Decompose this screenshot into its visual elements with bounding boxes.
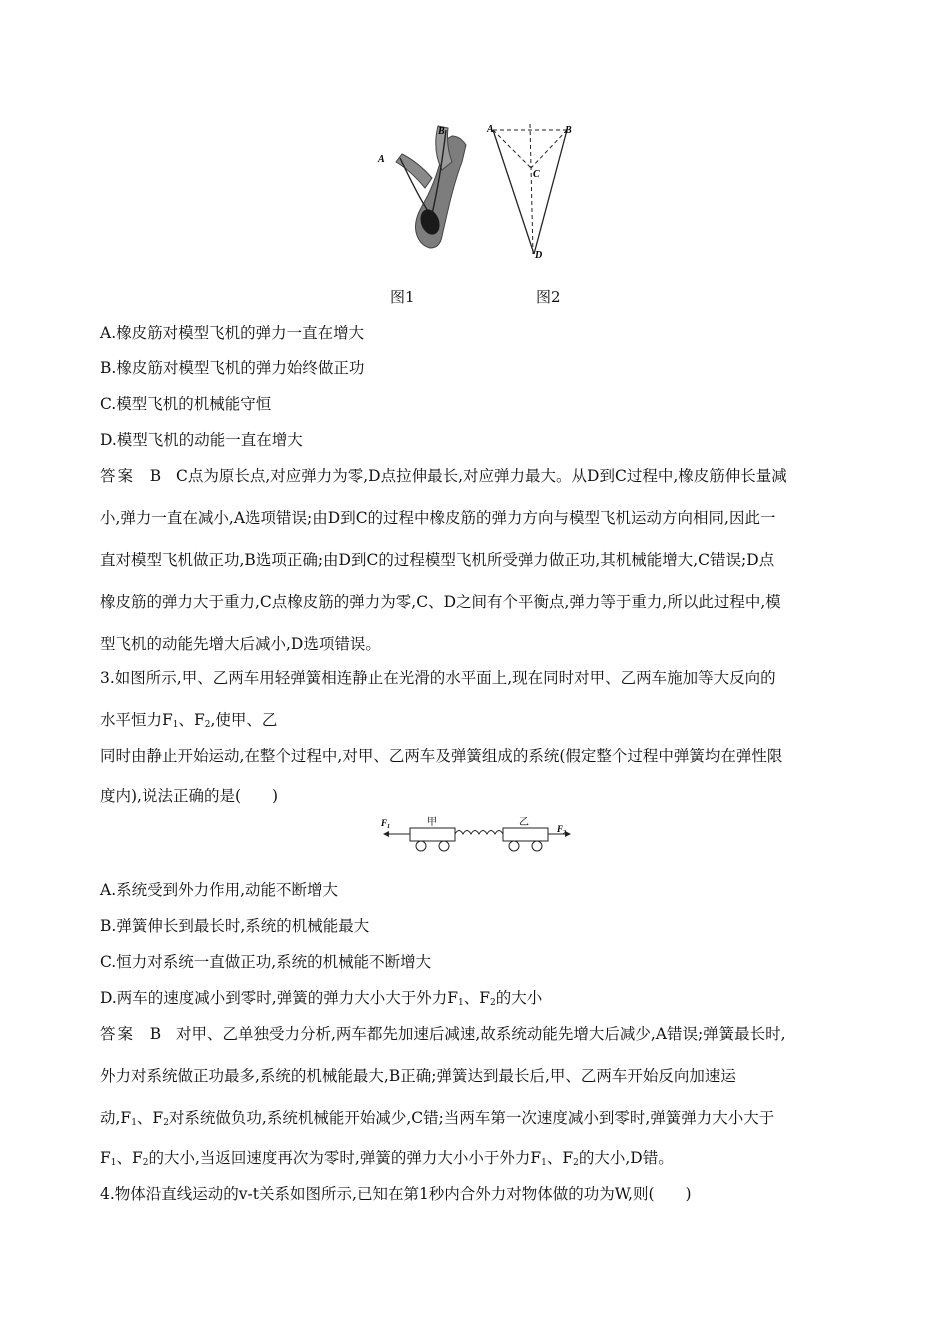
q3-stem-2-text-a: 水平恒力F: [100, 711, 173, 729]
q3-stem-2-sub-1: 1: [172, 720, 179, 730]
q2-option-c: C.模型飞机的机械能守恒: [100, 395, 272, 413]
q2-option-a: A.橡皮筋对模型飞机的弹力一直在增大: [100, 324, 365, 342]
q2-answer-line-3: 直对模型飞机做正功,B选项正确;由D到C的过程模型飞机所受弹力做正功,其机械能增大,C错误;D点: [100, 551, 775, 569]
q2-answer-text-1: C点为原长点,对应弹力为零,D点拉伸最长,对应弹力最大。从D到C过程中,橡皮筋伸长量减: [175, 467, 787, 485]
q3-option-a: A.系统受到外力作用,动能不断增大: [100, 881, 339, 899]
q3-option-d-sub-1: 1: [458, 998, 464, 1008]
q3-answer-choice: B: [149, 1025, 162, 1043]
q3-option-c: C.恒力对系统一直做正功,系统的机械能不断增大: [100, 953, 432, 971]
slingshot-figure: [377, 126, 466, 248]
q3-stem-2-text-e: ,使甲、乙: [210, 711, 278, 729]
q2-answer-choice: B: [149, 467, 162, 485]
fig2-label-a: A: [487, 124, 494, 135]
fig2-label-d: D: [535, 250, 543, 261]
q3-option-d-sub-2: 2: [490, 998, 496, 1008]
q2-answer-line-1: [100, 464, 787, 486]
q3-answer-label: 答案: [100, 1025, 136, 1043]
triangle-diagram: [486, 124, 572, 261]
q3-ans-3-sub-1: 1: [131, 1118, 137, 1128]
q3-stem-2: [100, 708, 277, 730]
q2-option-b: B.橡皮筋对模型飞机的弹力始终做正功: [100, 359, 365, 377]
q2-answer-line-4: 橡皮筋的弹力大于重力,C点橡皮筋的弹力为零,C、D之间有个平衡点,弹力等于重力,所以此过程中,模: [100, 593, 781, 611]
q3-ans-4-i: 的大小,D错。: [578, 1149, 674, 1167]
fig1-label-b: B: [438, 126, 445, 137]
fig2-label-c: C: [533, 169, 540, 180]
cart-f1-label: $F_1$: [381, 818, 391, 830]
fig2-caption: 图2: [536, 288, 561, 306]
cart-yi-label: 乙: [519, 817, 529, 828]
q3-stem-2-sub-2: 2: [204, 720, 211, 730]
q3-ans-3-a: 动,F: [100, 1109, 132, 1127]
q3-ans-4-c: 、F: [116, 1149, 143, 1167]
q3-ans-4-sub-4: 2: [573, 1158, 579, 1168]
q3-answer-line-1: [100, 1022, 786, 1044]
q3-option-d-text-e: 的大小: [495, 989, 543, 1007]
q3-ans-4-g: 、F: [546, 1149, 574, 1167]
q3-option-d: [100, 986, 542, 1008]
fig1-label-a: A: [378, 154, 385, 165]
q3-ans-4-a: F: [100, 1149, 111, 1167]
fig2-label-b: B: [565, 125, 572, 136]
q3-option-b: B.弹簧伸长到最长时,系统的机械能最大: [100, 917, 370, 935]
q3-ans-4-sub-1: 1: [110, 1158, 117, 1168]
q2-answer-line-2: 小,弹力一直在减小,A选项错误;由D到C的过程中橡皮筋的弹力方向与模型飞机运动方向相同,因此一: [100, 509, 776, 527]
q4-stem: 4.物体沿直线运动的v-t关系如图所示,已知在第1秒内合外力对物体做的功为W,则( ): [100, 1185, 692, 1203]
q3-ans-4-e: 的大小,当返回速度再次为零时,弹簧的弹力大小小于外力F: [148, 1149, 542, 1167]
q3-ans-4-sub-3: 1: [541, 1158, 547, 1168]
q3-ans-3-sub-2: 2: [163, 1118, 169, 1128]
q3-option-d-text-a: D.两车的速度减小到零时,弹簧的弹力大小大于外力F: [100, 989, 458, 1007]
q3-stem-1: 3.如图所示,甲、乙两车用轻弹簧相连静止在光滑的水平面上,现在同时对甲、乙两车施加等大反向的: [100, 669, 776, 687]
q3-answer-line-3: [100, 1106, 774, 1128]
cart-diagram: [375, 812, 575, 860]
q3-stem-3: 同时由静止开始运动,在整个过程中,对甲、乙两车及弹簧组成的系统(假定整个过程中弹簧均在弹性限: [100, 747, 783, 765]
q3-answer-text-1: 对甲、乙单独受力分析,两车都先加速后减速,故系统动能先增大后减少,A错误;弹簧最长时,: [175, 1025, 786, 1043]
q3-stem-4: 度内),说法正确的是( ): [100, 787, 279, 805]
q3-answer-line-4: [100, 1146, 674, 1168]
cart-f2-label: $F_2$: [557, 824, 567, 836]
q3-ans-4-sub-2: 2: [142, 1158, 149, 1168]
q3-option-d-text-c: 、F: [463, 989, 490, 1007]
fig1-caption: 图1: [390, 288, 415, 306]
cart-jia-label: 甲: [427, 817, 437, 828]
q2-answer-label: 答案: [100, 467, 136, 485]
q3-ans-3-c: 、F: [136, 1109, 164, 1127]
q3-stem-2-text-c: 、F: [178, 711, 205, 729]
q2-answer-line-5: 型飞机的动能先增大后减小,D选项错误。: [100, 635, 381, 653]
q2-option-d: D.模型飞机的动能一直在增大: [100, 431, 303, 449]
figures-svg: [0, 0, 950, 320]
q3-answer-line-2: 外力对系统做正功最多,系统的机械能最大,B正确;弹簧达到最长后,甲、乙两车开始反向加速运: [100, 1067, 736, 1085]
q3-ans-3-e: 对系统做负功,系统机械能开始减少,C错;当两车第一次速度减小到零时,弹簧弹力大小大于: [168, 1109, 775, 1127]
